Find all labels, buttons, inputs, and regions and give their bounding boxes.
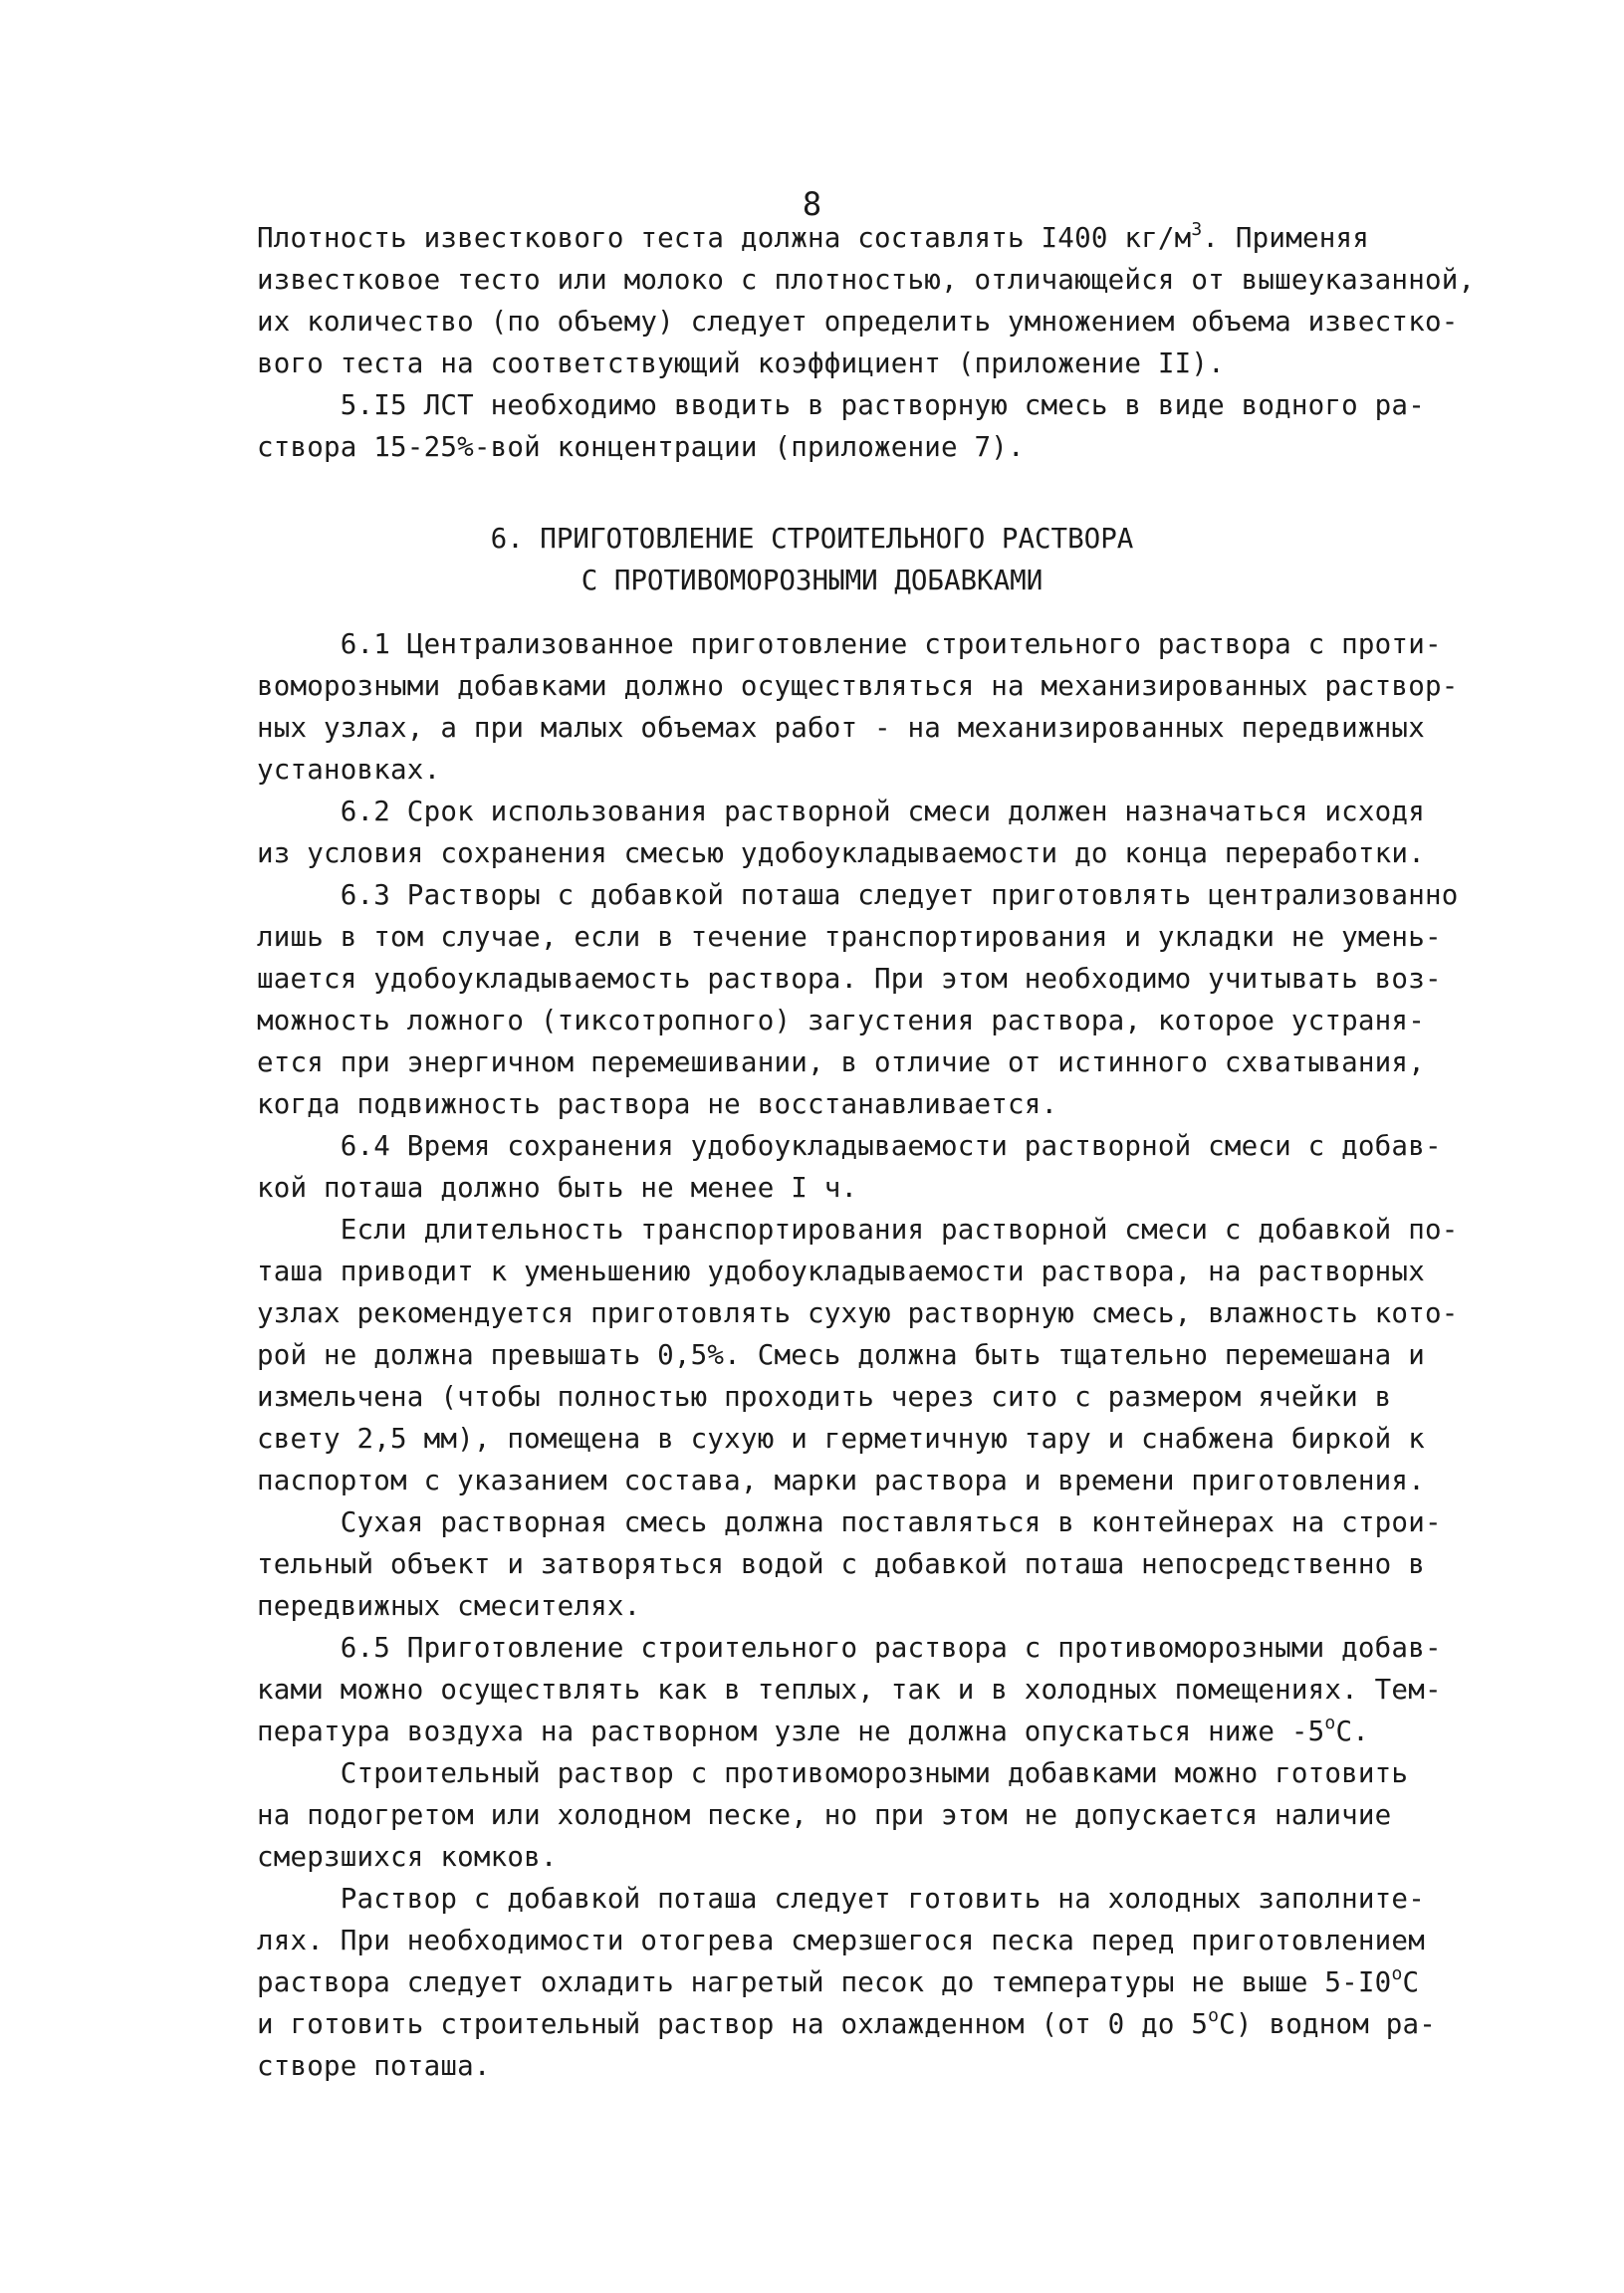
intro-paragraphs xyxy=(257,217,1476,468)
line-text: 5.I5 ЛСТ необходимо вводить в растворную смесь в виде водного ра- xyxy=(257,389,1425,421)
line-text: из условия сохранения смесью удобоукладываемости до конца переработки. xyxy=(257,837,1425,869)
line-text: узлах рекомендуется приготовлять сухую растворную смесь, влажность кото- xyxy=(257,1297,1459,1329)
section-title-line-1: 6. ПРИГОТОВЛЕНИЕ СТРОИТЕЛЬНОГО РАСТВОРА xyxy=(490,523,1134,555)
line-text: ками можно осуществлять как в теплых, так и в холодных помещениях. Тем- xyxy=(257,1674,1442,1706)
line-text-tail: . Применяя xyxy=(1202,222,1369,254)
line-text-tail: С xyxy=(1402,1966,1420,1998)
line-text-tail: С) водном ра- xyxy=(1219,2008,1437,2040)
line-text: вого теста на соответствующий коэффициент (приложение II). xyxy=(257,347,1225,379)
body-line xyxy=(257,958,1452,1000)
intro-line xyxy=(257,343,1452,384)
intro-line xyxy=(257,217,1452,259)
body-line xyxy=(257,749,1452,791)
intro-line xyxy=(257,384,1452,426)
line-text: створе поташа. xyxy=(257,2050,491,2082)
line-text-tail: С. xyxy=(1335,1716,1369,1747)
line-text: измельчена (чтобы полностью проходить через сито с размером ячейки в xyxy=(257,1381,1392,1413)
body-line xyxy=(257,1627,1452,1669)
body-line xyxy=(257,1501,1452,1543)
line-text: Плотность известкового теста должна составлять I400 кг/м xyxy=(257,222,1192,254)
line-text: установках. xyxy=(257,754,441,786)
line-text: смерзшихся комков. xyxy=(257,1841,558,1873)
body-line xyxy=(257,1585,1452,1627)
body-line xyxy=(257,1878,1452,1920)
line-text: известковое тесто или молоко с плотностью, отличающейся от вышеуказанной, xyxy=(257,264,1476,296)
body-line xyxy=(257,623,1452,665)
intro-line xyxy=(257,259,1476,301)
line-text: лях. При необходимости отогрева смерзшегося песка перед приготовлением xyxy=(257,1925,1425,1956)
superscript: о xyxy=(1208,2004,1220,2026)
body-line xyxy=(257,1125,1452,1167)
line-text: тельный объект и затворяться водой с добавкой поташа непосредственно в xyxy=(257,1548,1425,1580)
body-line xyxy=(257,707,1452,749)
intro-line xyxy=(257,426,1452,468)
line-text: 6.5 Приготовление строительного раствора с противоморозными добав- xyxy=(257,1632,1442,1664)
line-text: Строительный раствор с противоморозными добавками можно готовить xyxy=(257,1757,1409,1789)
line-text: створа 15-25%-вой концентрации (приложение 7). xyxy=(257,431,1025,463)
body-line xyxy=(257,1000,1452,1041)
line-text: 6.4 Время сохранения удобоукладываемости растворной смеси с добав- xyxy=(257,1130,1442,1162)
line-text: ных узлах, а при малых объемах работ - на механизированных передвижных xyxy=(257,712,1425,744)
superscript: о xyxy=(1324,1712,1336,1733)
line-text: лишь в том случае, если в течение транспортирования и укладки не умень- xyxy=(257,921,1442,953)
body-line xyxy=(257,665,1459,707)
superscript: о xyxy=(1391,1962,1403,1984)
intro-line xyxy=(257,301,1459,343)
body-line xyxy=(257,1836,1452,1878)
body-line xyxy=(257,1543,1452,1585)
body-line xyxy=(257,1334,1452,1376)
line-text: раствора следует охладить нагретый песок до температуры не выше 5-I0 xyxy=(257,1966,1392,1998)
body-line xyxy=(257,1794,1452,1836)
line-text: свету 2,5 мм), помещена в сухую и герметичную тару и снабжена биркой к xyxy=(257,1423,1425,1455)
body-line xyxy=(257,1167,1452,1209)
body-line xyxy=(257,1418,1452,1460)
line-text: ется при энергичном перемешивании, в отличие от истинного схватывания, xyxy=(257,1046,1425,1078)
body-line xyxy=(257,791,1452,832)
body-line xyxy=(257,1041,1452,1083)
body-line xyxy=(257,1961,1452,2003)
line-text: и готовить строительный раствор на охлажденном (от 0 до 5 xyxy=(257,2008,1209,2040)
line-text: паспортом с указанием состава, марки раствора и времени приготовления. xyxy=(257,1465,1425,1496)
line-text: шается удобоукладываемость раствора. При этом необходимо учитывать воз- xyxy=(257,963,1442,995)
body-line xyxy=(257,1251,1452,1292)
line-text: на подогретом или холодном песке, но при этом не допускается наличие xyxy=(257,1799,1392,1831)
section-body xyxy=(257,623,1459,2087)
body-line xyxy=(257,1920,1452,1961)
line-text: передвижных смесителях. xyxy=(257,1590,641,1622)
body-line xyxy=(257,1083,1452,1125)
body-line xyxy=(257,1376,1452,1418)
line-text: пература воздуха на растворном узле не должна опускаться ниже -5 xyxy=(257,1716,1325,1747)
line-text: Раствор с добавкой поташа следует готовить на холодных заполните- xyxy=(257,1883,1425,1915)
section-title-line-2: С ПРОТИВОМОРОЗНЫМИ ДОБАВКАМИ xyxy=(580,565,1044,596)
line-text: Сухая растворная смесь должна поставляться в контейнерах на строи- xyxy=(257,1506,1442,1538)
line-text: можность ложного (тиксотропного) загустения раствора, которое устраня- xyxy=(257,1005,1425,1036)
line-text: воморозными добавками должно осуществляться на механизированных раствор- xyxy=(257,670,1459,702)
superscript: 3 xyxy=(1191,218,1203,240)
body-line xyxy=(257,832,1452,874)
line-text: когда подвижность раствора не восстанавливается. xyxy=(257,1088,1058,1120)
body-line xyxy=(257,1669,1452,1711)
body-line xyxy=(257,1209,1459,1251)
line-text: их количество (по объему) следует определить умножением объема известко- xyxy=(257,306,1459,338)
line-text: 6.1 Централизованное приготовление строительного раствора с проти- xyxy=(257,628,1442,660)
body-line xyxy=(257,874,1459,916)
line-text: 6.2 Срок использования растворной смеси должен назначаться исходя xyxy=(257,796,1425,827)
body-line xyxy=(257,1460,1452,1501)
line-text: 6.3 Растворы с добавкой поташа следует приготовлять централизованно xyxy=(257,879,1459,911)
body-line xyxy=(257,1752,1452,1794)
line-text: кой поташа должно быть не менее I ч. xyxy=(257,1172,858,1204)
body-line xyxy=(257,2003,1452,2045)
body-line xyxy=(257,916,1452,958)
page-number: 8 xyxy=(802,185,822,223)
line-text: Если длительность транспортирования растворной смеси с добавкой по- xyxy=(257,1214,1459,1246)
body-line xyxy=(257,2045,1452,2087)
body-line xyxy=(257,1711,1452,1752)
line-text: таша приводит к уменьшению удобоукладываемости раствора, на растворных xyxy=(257,1256,1425,1287)
body-line xyxy=(257,1292,1459,1334)
line-text: рой не должна превышать 0,5%. Смесь должна быть тщательно перемешана и xyxy=(257,1339,1425,1371)
